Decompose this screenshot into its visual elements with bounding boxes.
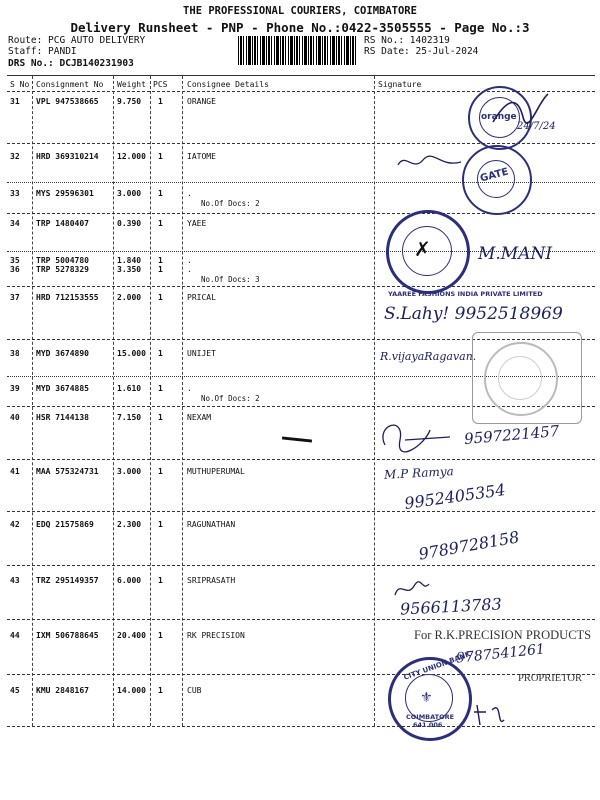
row-docs-count: No.Of Docs: 2 <box>201 199 260 208</box>
row-sno: 39 <box>10 384 20 393</box>
signature-45 <box>472 700 512 730</box>
row-weight: 9.750 <box>117 97 142 106</box>
faded-rectangle-stamp <box>472 332 582 424</box>
proprietor-label: PROPRIETOR <box>518 673 582 684</box>
col-header-pcs: PCS <box>153 80 168 89</box>
row-rule <box>7 674 595 675</box>
row-weight: 3.000 <box>117 467 142 476</box>
row-weight: 20.400 <box>117 631 146 640</box>
company-title: THE PROFESSIONAL COURIERS, COIMBATORE <box>183 5 417 17</box>
row-consignee: . <box>187 384 192 393</box>
row-sno: 38 <box>10 349 20 358</box>
row-weight: 15.000 <box>117 349 146 358</box>
row-pcs: 1 <box>158 686 163 695</box>
row-sno: 34 <box>10 219 20 228</box>
drs-value: DCJB140231903 <box>59 58 134 69</box>
signature-41-name: M.P Ramya <box>383 464 455 482</box>
row-pcs: 1 <box>158 467 163 476</box>
col-header-consignment: Consignment No <box>36 80 104 89</box>
row-pcs: 1 <box>158 97 163 106</box>
row-rule <box>7 511 595 512</box>
row-weight: 14.000 <box>117 686 146 695</box>
signature-stroke <box>493 94 548 123</box>
row-sno: 45 <box>10 686 20 695</box>
row-consignee: ORANGE <box>187 97 216 106</box>
signature-stroke <box>383 425 450 452</box>
col-divider <box>150 76 151 726</box>
signature-40-mark <box>375 415 455 455</box>
col-divider <box>113 76 114 726</box>
row-sno: 43 <box>10 576 20 585</box>
row-weight: 7.150 <box>117 413 142 422</box>
row-sno: 35 <box>10 256 20 265</box>
row-sno: 32 <box>10 152 20 161</box>
stamp-bank-city: COIMBATORE <box>406 713 455 721</box>
row-pcs: 1 <box>158 413 163 422</box>
row-weight: 3.350 <box>117 265 142 274</box>
row-consignee: UNIJET <box>187 349 216 358</box>
row-consignment-no: EDQ 21575869 <box>36 520 94 529</box>
row-consignment-no: TRP 1480407 <box>36 219 89 228</box>
row-pcs: 1 <box>158 631 163 640</box>
row-sno: 40 <box>10 413 20 422</box>
row-docs-count: No.Of Docs: 3 <box>201 275 260 284</box>
row-consignment-no: MYD 3674885 <box>36 384 89 393</box>
row-consignment-no: MAA 575324731 <box>36 467 99 476</box>
stamp-logo-icon: ✗ <box>414 237 431 261</box>
rk-precision-stamp-line: For R.K.PRECISION PRODUCTS <box>414 628 592 642</box>
signature-42: 9789728158 <box>417 527 521 564</box>
row-weight: 3.000 <box>117 189 142 198</box>
col-header-consignee: Consignee Details <box>187 80 269 89</box>
rs-number: RS No.: 1402319 <box>364 35 450 46</box>
row-rule <box>7 619 595 620</box>
row-weight: 12.000 <box>117 152 146 161</box>
row-pcs: 1 <box>158 349 163 358</box>
row-pcs: 1 <box>158 576 163 585</box>
rs-date: RS Date: 25-Jul-2024 <box>364 46 479 57</box>
signature-43-mark <box>392 580 432 600</box>
row-consignee: IATOME <box>187 152 216 161</box>
col-divider <box>32 76 33 726</box>
row-consignee: . <box>187 256 192 265</box>
row-pcs: 1 <box>158 152 163 161</box>
row-consignee: . <box>187 189 192 198</box>
route-label: Route: PCG AUTO DELIVERY <box>8 35 146 46</box>
row-pcs: 1 <box>158 189 163 198</box>
stamp-gate-text: GATE <box>479 166 510 185</box>
signature-31-date: 24/7/24 <box>517 121 556 132</box>
row-sno: 31 <box>10 97 20 106</box>
row-consignee: RAGUNATHAN <box>187 520 236 529</box>
col-header-weight: Weight <box>117 80 146 89</box>
col-header-sno: S No <box>10 80 30 89</box>
row-consignee: NEXAM <box>187 413 212 422</box>
row-weight: 6.000 <box>117 576 142 585</box>
row-consignment-no: HRD 369310214 <box>36 152 99 161</box>
row-sno: 36 <box>10 265 20 274</box>
row-docs-count: No.Of Docs: 2 <box>201 394 260 403</box>
row-weight: 2.000 <box>117 293 142 302</box>
row-sno: 33 <box>10 189 20 198</box>
signature-stroke <box>395 582 429 595</box>
row-consignment-no: MYD 3674890 <box>36 349 89 358</box>
row-consignment-no: MYS 29596301 <box>36 189 94 198</box>
row-consignee: RK PRECISION <box>187 631 245 640</box>
stamp-orange-text: orange <box>481 112 517 122</box>
col-divider <box>182 76 183 726</box>
signature-41-phone: 9952405354 <box>403 480 507 513</box>
col-divider <box>374 76 375 726</box>
barcode-image <box>238 36 356 65</box>
row-consignee: PRICAL <box>187 293 216 302</box>
row-weight: 0.390 <box>117 219 142 228</box>
row-consignment-no: IXM 506788645 <box>36 631 99 640</box>
stamp-bank-name: CITY UNION BANK <box>402 650 472 682</box>
row-sno: 41 <box>10 467 20 476</box>
signature-32 <box>395 150 465 175</box>
signature-43: 9566113783 <box>399 594 503 619</box>
row-consignee: SRIPRASATH <box>187 576 236 585</box>
table-top-rule <box>7 75 595 76</box>
signature-stroke <box>474 705 504 725</box>
row-consignment-no: HSR 7144138 <box>36 413 89 422</box>
drs-number <box>8 58 134 69</box>
signature-44-phone: 9787541261 <box>455 641 546 667</box>
signature-stroke <box>398 156 461 165</box>
row-pcs: 1 <box>158 256 163 265</box>
row-sno: 37 <box>10 293 20 302</box>
row-consignee: . <box>187 265 192 274</box>
row-pcs: 1 <box>158 293 163 302</box>
row-consignment-no: HRD 712153555 <box>36 293 99 302</box>
stamp-yaaree-text: YAAREE FASHIONS INDIA PRIVATE LIMITED <box>388 290 543 298</box>
row-pcs: 1 <box>158 520 163 529</box>
stamp-bank-pin: 641 006 <box>413 721 443 729</box>
row-consignee: CUB <box>187 686 202 695</box>
row-consignment-no: TRP 5004780 <box>36 256 89 265</box>
row-weight: 1.610 <box>117 384 142 393</box>
signature-38: R.vijayaRagavan. <box>380 350 477 363</box>
row-sno: 44 <box>10 631 20 640</box>
signature-37: S.Lahy! 9952518969 <box>384 304 563 324</box>
row-pcs: 1 <box>158 219 163 228</box>
row-pcs: 1 <box>158 265 163 274</box>
col-header-signature: Signature <box>378 80 422 89</box>
ink-mark <box>282 436 312 442</box>
row-weight: 2.300 <box>117 520 142 529</box>
row-rule <box>7 459 595 460</box>
runsheet-subtitle: Delivery Runsheet - PNP - Phone No.:0422-3505555 - Page No.:3 <box>70 20 530 35</box>
row-pcs: 1 <box>158 384 163 393</box>
row-consignment-no: VPL 947538665 <box>36 97 99 106</box>
row-consignment-no: TRP 5278329 <box>36 265 89 274</box>
signature-40: 9597221457 <box>463 421 561 449</box>
bank-emblem-icon: ⚜ <box>420 690 433 706</box>
staff-label: Staff: PANDI <box>8 46 77 57</box>
row-consignee: YAEE <box>187 219 207 228</box>
row-consignment-no: KMU 2848167 <box>36 686 89 695</box>
row-consignment-no: TRZ 295149357 <box>36 576 99 585</box>
drs-label: DRS No.: <box>8 58 54 69</box>
row-weight: 1.840 <box>117 256 142 265</box>
row-rule <box>7 565 595 566</box>
row-rule <box>7 286 595 287</box>
row-sno: 42 <box>10 520 20 529</box>
row-consignee: MUTHUPERUMAL <box>187 467 245 476</box>
signature-34-name: M.MANI <box>478 244 553 264</box>
